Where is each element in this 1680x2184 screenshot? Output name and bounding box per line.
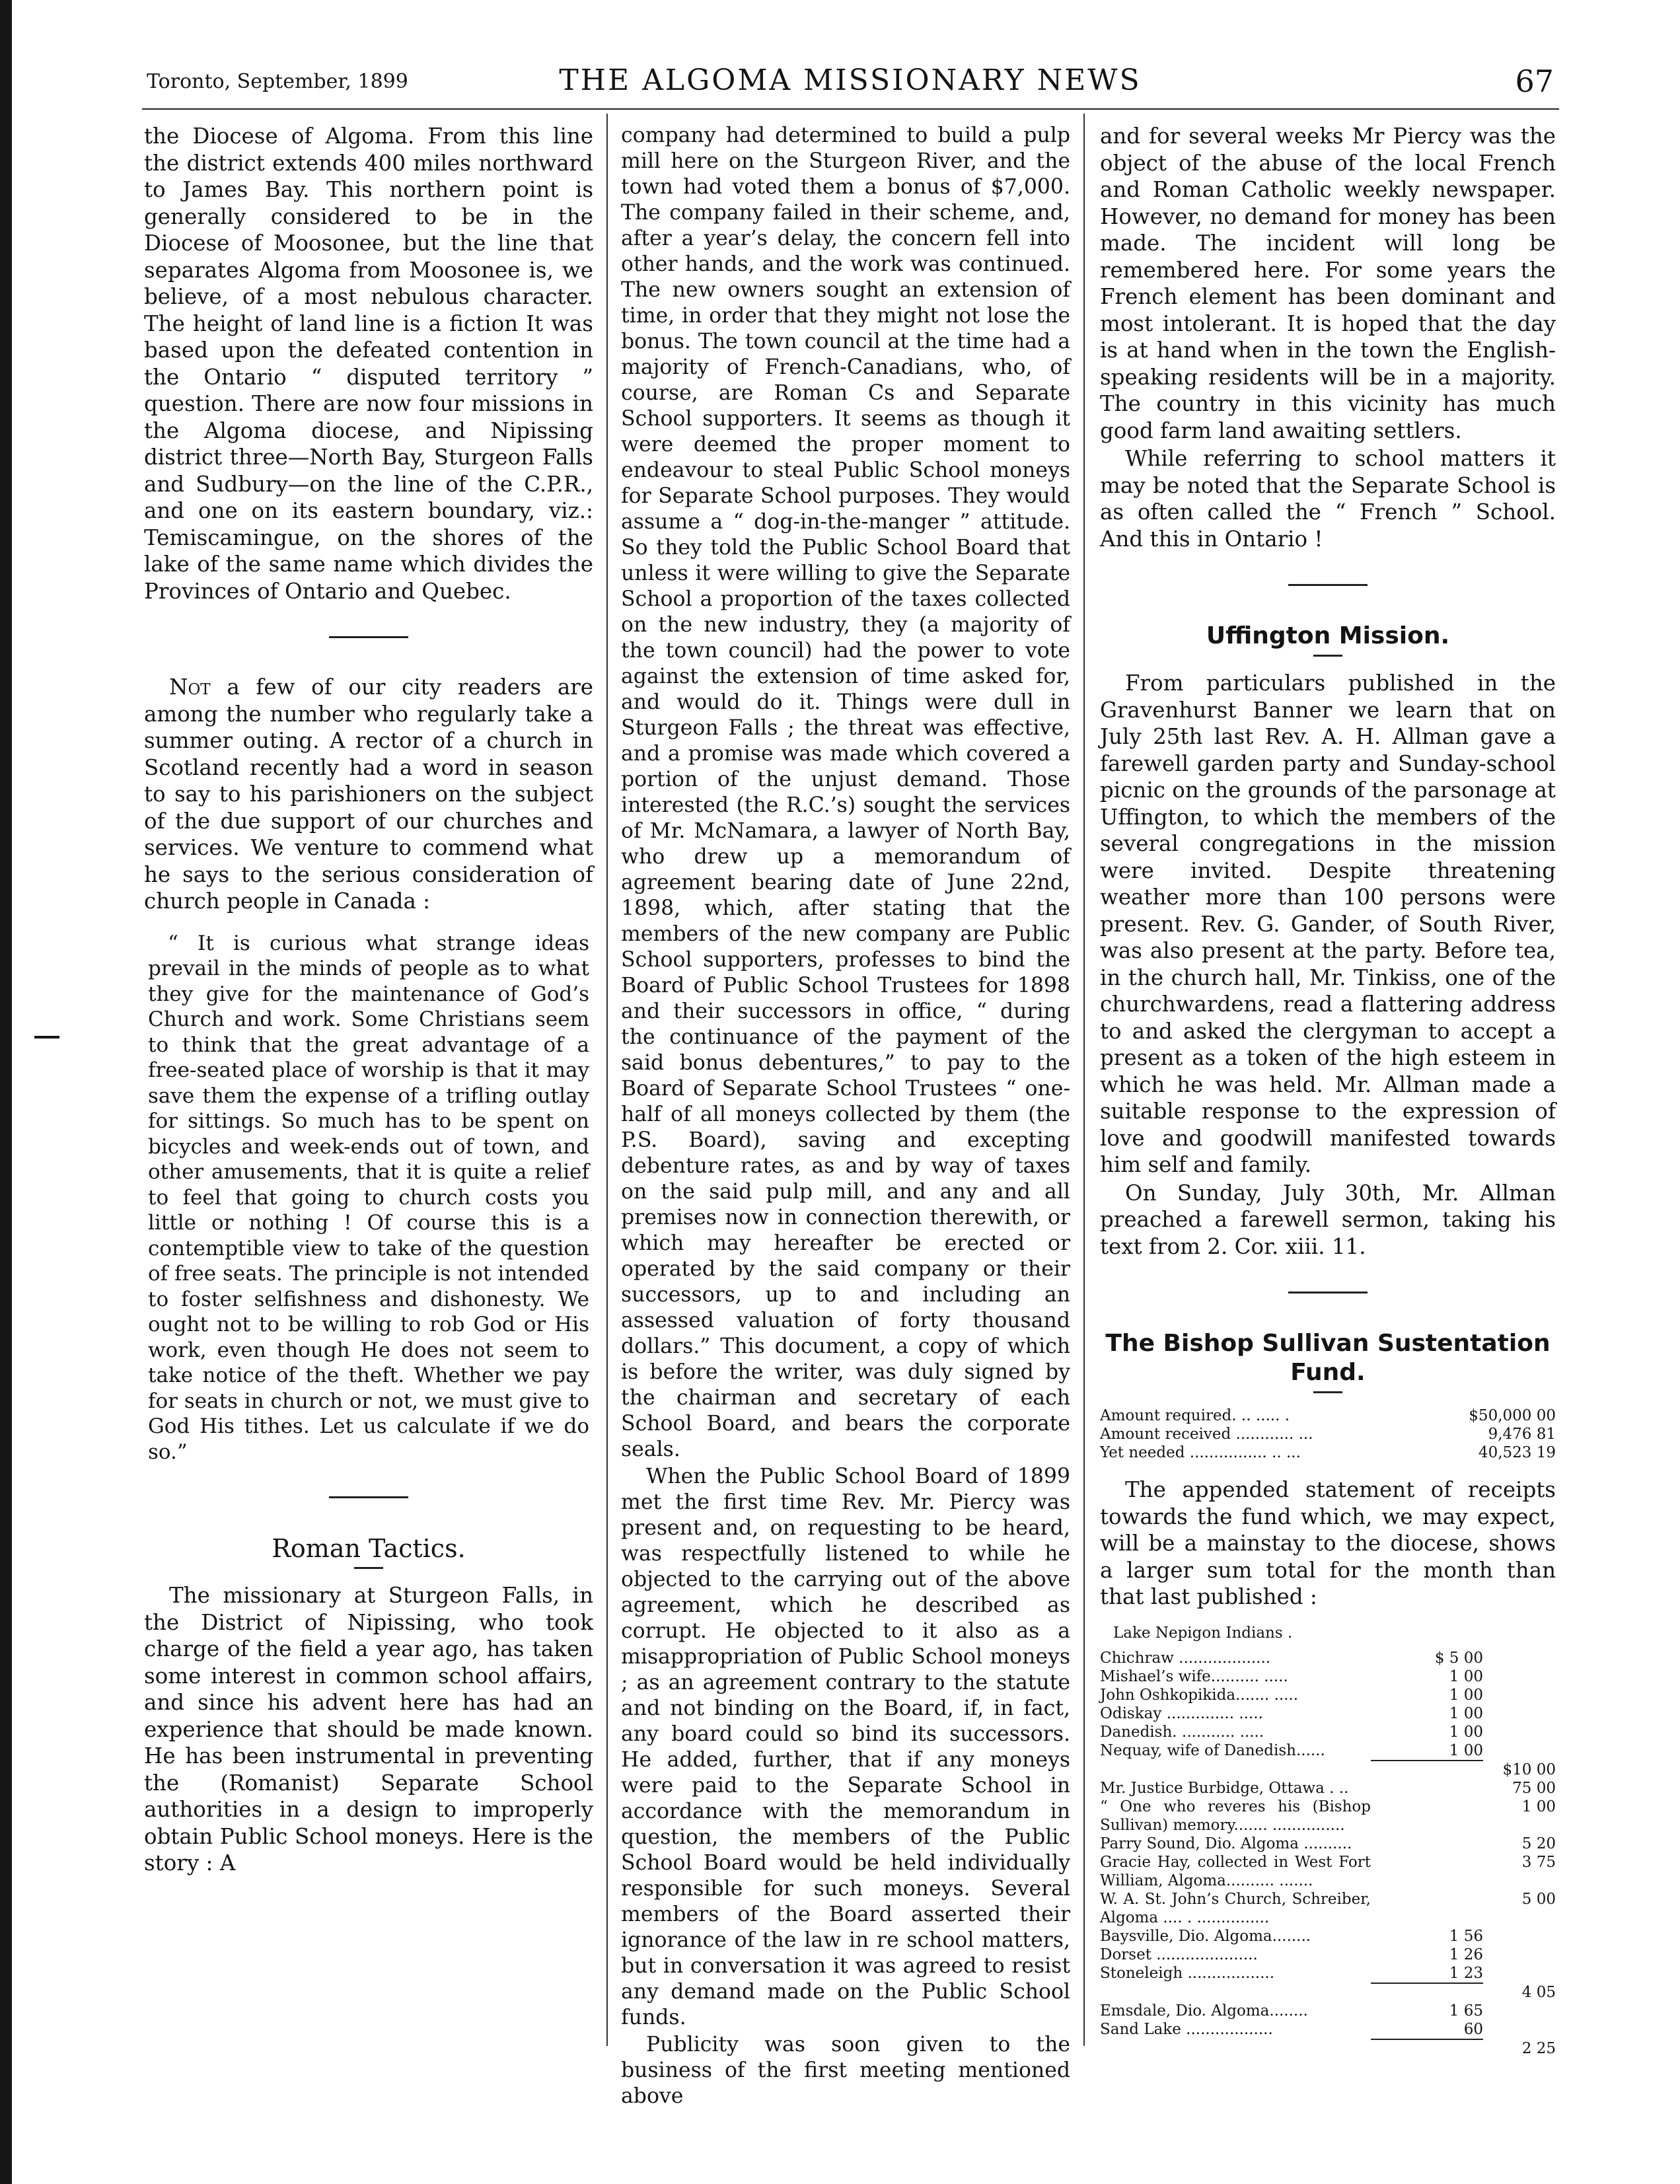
row-total bbox=[1483, 1723, 1556, 1741]
row-label: Yet needed ................ .. ... bbox=[1100, 1444, 1301, 1461]
row-label: Chichraw ................... bbox=[1100, 1650, 1271, 1667]
table-row bbox=[1100, 1425, 1556, 1443]
row-total: 3 75 bbox=[1521, 1854, 1556, 1871]
table-row bbox=[1100, 1983, 1556, 2002]
table-row bbox=[1100, 1667, 1556, 1686]
row-amount: 1 00 bbox=[1449, 1724, 1483, 1741]
paragraph: While referring to school matters it may be noted that the Separate School is as often called the “ French ” School. And this in Ontario ! bbox=[1100, 446, 1556, 552]
table-row bbox=[1100, 1406, 1556, 1425]
paragraph: the Diocese of Algoma. From this line the district extends 400 miles northward to James Bay. This northern point is generally considered to be in the Diocese of Moosonee, but the line that separates Algoma from Moosonee is, we believe, of a most nebulous character. The height of land line is a fiction It was based upon the defeated contention in the Ontario “ disputed territory ” question. There are now four missions in the Algoma diocese, and Nipissing district three—North Bay, Sturgeon Falls and Sudbury—on the line of the C.P.R., and one on its eastern boundary, viz.: Temiscamingue, on the shores of the lake of the same name which divides the Provinces of Ontario and Quebec. bbox=[144, 124, 593, 604]
row-amount: 1 00 bbox=[1449, 1668, 1483, 1685]
row-label: Amount required. .. ..... . bbox=[1100, 1407, 1290, 1424]
row-label: Baysville, Dio. Algoma........ bbox=[1100, 1928, 1311, 1945]
row-label bbox=[1100, 1761, 1371, 1779]
paragraph: The appended statement of receipts towards the fund which, we may expect, will be a mainstay to the diocese, shows a larger sum total for the month than that last published : bbox=[1100, 1477, 1556, 1609]
row-label: Odiskay .............. ..... bbox=[1100, 1705, 1263, 1722]
row-amount: 1 26 bbox=[1449, 1946, 1483, 1963]
header-date: Toronto, September, 1899 bbox=[147, 70, 408, 93]
row-total bbox=[1483, 1946, 1556, 1964]
row-amount bbox=[1371, 1835, 1483, 1853]
column-3 bbox=[1100, 123, 1556, 2058]
row-total bbox=[1483, 1686, 1556, 1704]
column-rule-2 bbox=[1083, 114, 1085, 2046]
table-row bbox=[1100, 1835, 1556, 1853]
row-total bbox=[1483, 1927, 1556, 1946]
row-amount: 1 65 bbox=[1449, 2002, 1483, 2020]
row-total: 2 25 bbox=[1521, 2040, 1556, 2057]
table-row bbox=[1100, 1927, 1556, 1946]
paragraph: From particulars published in the Gravenhurst Banner we learn that on July 25th last Rev. A. H. Allman gave a farewell garden party and Sunday-school picnic on the grounds of the parsonage at Uffington, to which the members of the several congregations in the mission were invited. Despite threatening weather more than 100 persons were present. Rev. G. Gander, of South River, was also present at the party. Before tea, in the church hall, Mr. Tinkiss, one of the churchwardens, read a flattering address to and asked the clergyman to accept a present as a token of the high esteem in which he was held. Mr. Allman made a suitable response to the expression of love and goodwill manifested towards him self and family. bbox=[1100, 671, 1556, 1177]
block-quote bbox=[144, 931, 593, 1465]
row-total bbox=[1483, 1741, 1556, 1761]
heading-rule bbox=[1313, 655, 1342, 657]
table-row bbox=[1100, 1946, 1556, 1964]
row-total: $10 00 bbox=[1502, 1761, 1556, 1778]
heading-rule bbox=[354, 1567, 383, 1569]
header-rule bbox=[142, 108, 1559, 110]
row-amount bbox=[1371, 1779, 1483, 1798]
table-row bbox=[1100, 1741, 1556, 1761]
row-label: Mr. Justice Burbidge, Ottawa . .. bbox=[1100, 1780, 1349, 1797]
table-row bbox=[1100, 1798, 1556, 1835]
row-total: 75 00 bbox=[1512, 1780, 1556, 1797]
row-amount: 40,523 19 bbox=[1478, 1444, 1556, 1461]
row-label: W. A. St. John’s Church, Schreiber, Algoma .... . ............... bbox=[1100, 1891, 1371, 1926]
row-label: Mishael’s wife.......... ..... bbox=[1100, 1668, 1288, 1685]
row-amount: 1 00 bbox=[1371, 1741, 1483, 1761]
paragraph: When the Public School Board of 1899 met the first time Rev. Mr. Piercy was present and, on requesting to be heard, was respectfully listened to while he objected to the carrying out of the above agreement, which he described as corrupt. He objected to it also as a misappropriation of Public School moneys ; as an agreement contrary to the statute and not binding on the Board, if, in fact, any board could so bind its successors. He added, further, that if any moneys were paid to the Separate School in accordance with the memorandum in question, the members of the Public School Board would be held individually responsible for such moneys. Several members of the Board asserted their ignorance of the law in re school matters, but in conversation it was agreed to resist any demand made on the Public School funds. bbox=[621, 1465, 1070, 2029]
table-row bbox=[1100, 1704, 1556, 1723]
table-row bbox=[1100, 1443, 1556, 1462]
table-row bbox=[1100, 1964, 1556, 1983]
row-total bbox=[1483, 1964, 1556, 1983]
row-label: Dorset ..................... bbox=[1100, 1946, 1258, 1963]
row-amount: $ 5 00 bbox=[1434, 1650, 1483, 1667]
lead-word: Not bbox=[169, 674, 211, 700]
row-total bbox=[1483, 1649, 1556, 1667]
row-amount: 1 56 bbox=[1449, 1928, 1483, 1945]
receipts-table bbox=[1100, 1649, 1556, 2058]
table-row bbox=[1100, 1890, 1556, 1927]
table-row bbox=[1100, 2002, 1556, 2020]
row-label: Danedish. ........... ..... bbox=[1100, 1724, 1264, 1741]
row-label: “ One who reveres his (Bishop Sullivan) memory....... ............... bbox=[1100, 1798, 1371, 1834]
row-amount bbox=[1371, 1761, 1483, 1779]
paragraph: The missionary at Sturgeon Falls, in the District of Nipissing, who took charge of the field a year ago, has taken some interest in common school affairs, and since his advent here has had an experience that should be made known. He has been instrumental in preventing the (Romanist) Separate School authorities in a design to improperly obtain Public School moneys. Here is the story : A bbox=[144, 1583, 593, 1875]
row-amount: $50,000 00 bbox=[1469, 1407, 1556, 1424]
section-divider bbox=[329, 1496, 408, 1498]
paragraph: company had determined to build a pulp mill here on the Sturgeon River, and the town had voted them a bonus of $7,000. The company failed in their scheme, and, after a year’s delay, the concern fell into other hands, and the work was continued. The new owners sought an extension of time, in order that they might not lose the bonus. The town council at the time had a majority of French-Canadians, who, of course, are Roman Cs and Separate School supporters. It seems as though it were deemed the proper moment to endeavour to steal Public School moneys for Separate School purposes. They would assume a “ dog-in-the-manger ” attitude. So they told the Public School Board that unless it were willing to give the Separate School a proportion of the taxes collected on the new industry, they (a majority of the town council) had the power to vote against the extension of time asked for, and would do it. Things were dull in Sturgeon Falls ; the threat was effective, and a promise was made which covered a portion of the unjust demand. Those interested (the R.C.’s) sought the services of Mr. McNamara, a lawyer of North Bay, who drew up a memorandum of agreement bearing date of June 22nd, 1898, which, after stating that the members of the new company are Public School supporters, professes to bind the Board of Public School Trustees for 1898 and their successors in office, “ during the continuance of the payment of the said bonus debentures,” to pay to the Board of Separate School Trustees “ one-half of all moneys collected by them (the P.S. Board), saving and excepting debenture rates, as and by way of taxes on the said pulp mill, and any and all premises now in connection therewith, or which may hereafter be erected or operated by the said company or their successors, up to and including an assessed valuation of forty thousand dollars.” This document, a copy of which is before the writer, was duly signed by the chairman and secretary of each School Board, and bears the corporate seals. bbox=[621, 124, 1070, 1461]
row-amount: 1 00 bbox=[1449, 1705, 1483, 1722]
paragraph: and for several weeks Mr Piercy was the object of the abuse of the local French and Roman Catholic weekly newspaper. However, no demand for money has been made. The incident will long be remembered here. For some years the French element has been dominant and most intolerant. It is hoped that the day is at hand when in the town the English-speaking residents will be in a majority. The country in this vicinity has much good farm land awaiting settlers. bbox=[1100, 124, 1556, 443]
row-amount bbox=[1371, 2039, 1483, 2058]
row-label: Stoneleigh .................. bbox=[1100, 1965, 1275, 1982]
row-total bbox=[1483, 2020, 1556, 2039]
margin-mark bbox=[34, 1036, 59, 1038]
row-total: 1 00 bbox=[1521, 1798, 1556, 1815]
section-heading: Uffington Mission. bbox=[1206, 622, 1450, 649]
row-label: Amount received ............ ... bbox=[1100, 1426, 1313, 1443]
paragraph: On Sunday, July 30th, Mr. Allman preached a farewell sermon, taking his text from 2. Cor. xiii. 11. bbox=[1100, 1180, 1556, 1259]
fund-summary-table bbox=[1100, 1406, 1556, 1462]
row-amount bbox=[1371, 1853, 1483, 1890]
paragraph-text: a few of our city readers are among the number who regularly take a summer outing. A rector of a church in Scotland recently had a word in season to say to his parishioners on the subject of the due support of our churches and services. We venture to commend what he says to the serious consideration of church people in Canada : bbox=[144, 674, 593, 914]
row-label: John Oshkopikida....... ..... bbox=[1100, 1687, 1299, 1704]
row-total: 4 05 bbox=[1521, 1984, 1556, 2001]
column-2 bbox=[621, 123, 1070, 2111]
page-edge-shadow bbox=[0, 0, 12, 2184]
subsection-label: Lake Nepigon Indians . bbox=[1113, 1624, 1293, 1642]
paragraph bbox=[144, 674, 593, 915]
table-row bbox=[1100, 1761, 1556, 1779]
table-row bbox=[1100, 1686, 1556, 1704]
section-divider bbox=[1288, 1292, 1368, 1293]
row-amount bbox=[1371, 1983, 1483, 2002]
row-label: Sand Lake .................. bbox=[1100, 2021, 1273, 2038]
row-total bbox=[1483, 1667, 1556, 1686]
quote-text: “ It is curious what strange ideas prevail in the minds of people as to what they give for the maintenance of God’s Church and work. Some Christians seem to think that the great advantage of a free-seated place of worship is that it may save them the expense of a trifling outlay for sittings. So much has to be spent on bicycles and week-ends out of town, and other amusements, that it is quite a relief to feel that going to church costs you little or nothing ! Of course this is a contemptible view to take of the question of free seats. The principle is not intended to foster selfishness and dishonesty. We ought not to be willing to rob God or His work, even though He does not seem to take notice of the theft. Whether we pay for seats in church or not, we must give to God His tithes. Let us calculate if we do so.” bbox=[148, 931, 589, 1464]
table-row bbox=[1100, 1853, 1556, 1890]
row-label bbox=[1100, 2039, 1371, 2058]
page-number: 67 bbox=[1515, 63, 1554, 99]
row-label: Gracie Hay, collected in West Fort William, Algoma.......... ....... bbox=[1100, 1854, 1371, 1889]
row-amount bbox=[1371, 1798, 1483, 1835]
column-1 bbox=[144, 123, 593, 1878]
row-amount: 9,476 81 bbox=[1488, 1426, 1556, 1443]
row-label: Nequay, wife of Danedish...... bbox=[1100, 1742, 1325, 1759]
table-row bbox=[1100, 2039, 1556, 2058]
row-label: Parry Sound, Dio. Algoma .......... bbox=[1100, 1835, 1352, 1852]
heading-rule bbox=[1313, 1391, 1342, 1393]
section-heading: Roman Tactics. bbox=[272, 1534, 466, 1563]
paragraph: Publicity was soon given to the business of the first meeting mentioned above bbox=[621, 2033, 1070, 2108]
row-label bbox=[1100, 1983, 1371, 2002]
section-heading: The Bishop Sullivan Sustentation Fund. bbox=[1105, 1330, 1551, 1386]
table-row bbox=[1100, 1779, 1556, 1798]
row-total bbox=[1483, 1704, 1556, 1723]
column-rule-1 bbox=[606, 114, 608, 2046]
section-divider bbox=[329, 636, 408, 638]
row-amount: 1 23 bbox=[1371, 1964, 1483, 1983]
table-row bbox=[1100, 2020, 1556, 2039]
row-total bbox=[1483, 2002, 1556, 2020]
table-row bbox=[1100, 1723, 1556, 1741]
page-header bbox=[147, 63, 1554, 110]
table-row bbox=[1100, 1649, 1556, 1667]
row-total: 5 20 bbox=[1521, 1835, 1556, 1852]
row-label: Emsdale, Dio. Algoma........ bbox=[1100, 2002, 1308, 2020]
header-title: THE ALGOMA MISSIONARY NEWS bbox=[559, 63, 1142, 97]
row-total: 5 00 bbox=[1521, 1891, 1556, 1908]
row-amount bbox=[1371, 1890, 1483, 1927]
section-divider bbox=[1288, 584, 1368, 586]
row-amount: 1 00 bbox=[1449, 1687, 1483, 1704]
row-amount: 60 bbox=[1371, 2020, 1483, 2039]
